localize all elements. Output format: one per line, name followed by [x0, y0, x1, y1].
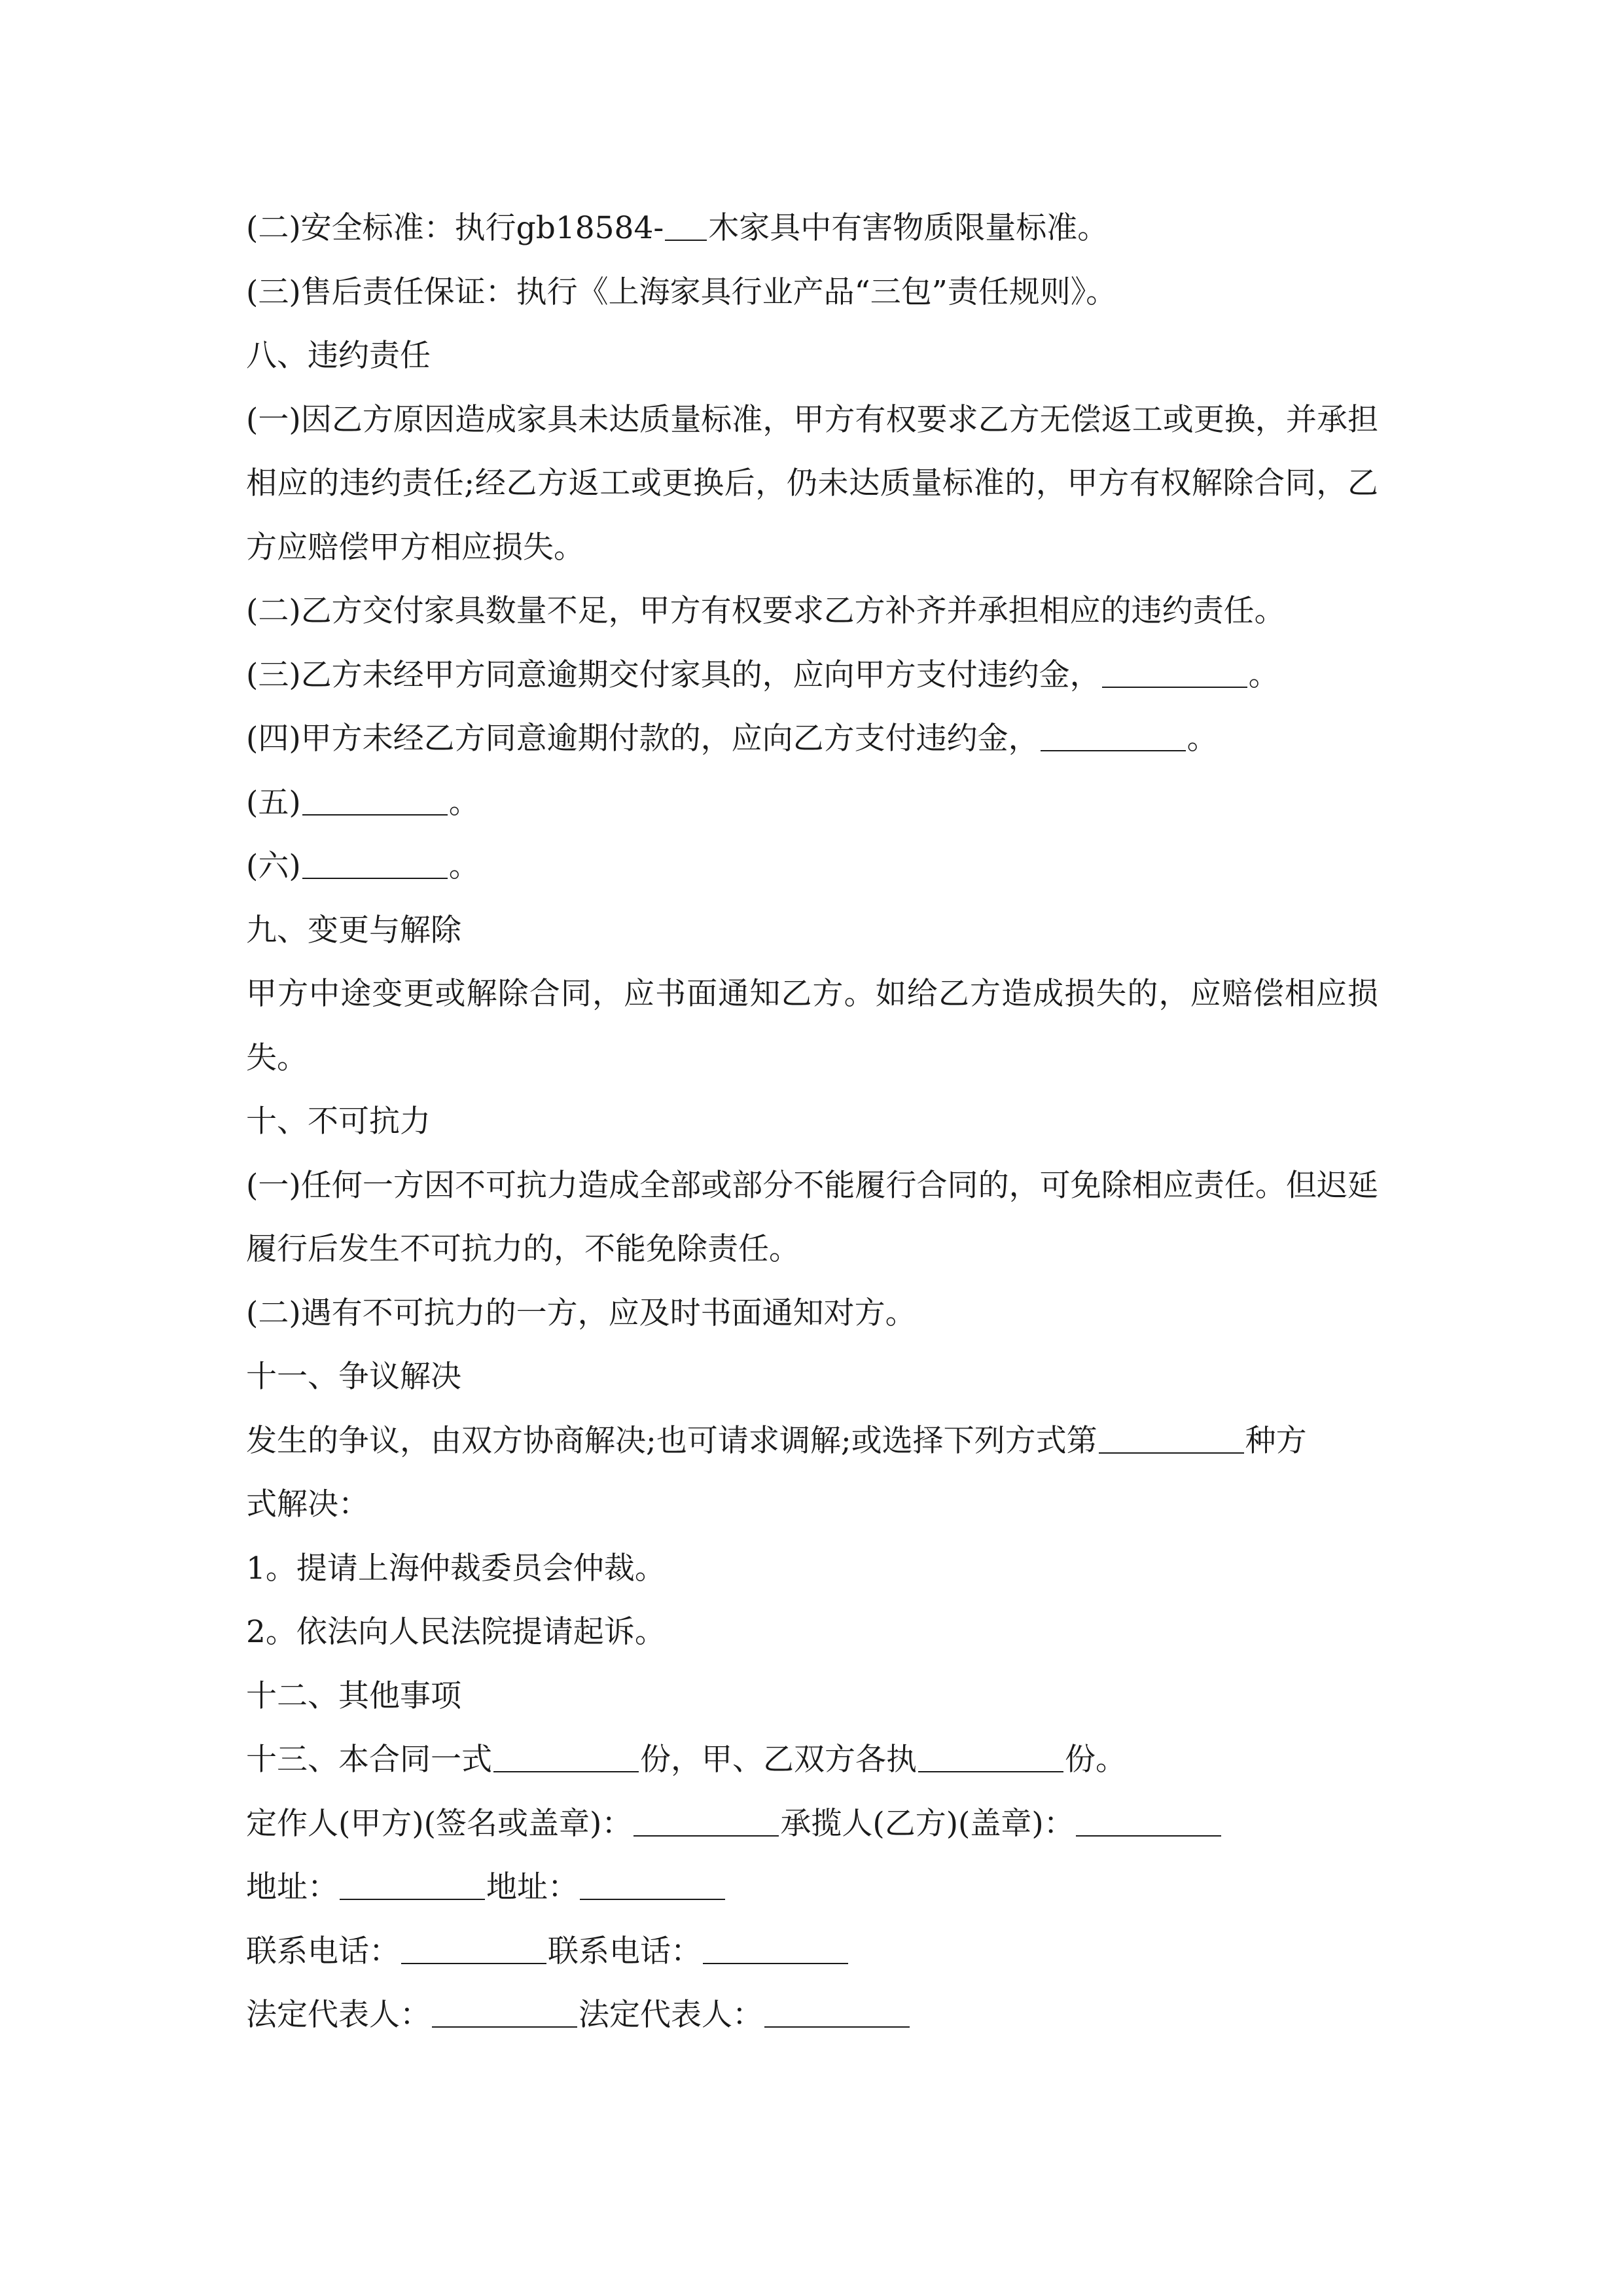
representative-line — [246, 1983, 1378, 2047]
blank-field — [703, 1963, 848, 1964]
blank-field — [665, 240, 707, 241]
breach-clause-6-text: (六) — [246, 848, 301, 884]
party-a-address-label: 地址： — [246, 1869, 338, 1905]
contract-body — [246, 196, 1378, 2047]
party-b-signature-label: 承揽人(乙方)(盖章)： — [780, 1805, 1075, 1842]
breach-clause-4-end: 。 — [1186, 721, 1218, 757]
breach-clause-4-text: (四)甲方未经乙方同意逾期付款的，应向乙方支付违约金， — [246, 721, 1039, 757]
party-a-signature-label: 定作人(甲方)(签名或盖章)： — [246, 1805, 633, 1842]
dispute-clause-line-1 — [246, 1409, 1378, 1473]
breach-clause-6 — [246, 834, 1378, 899]
signature-line — [246, 1792, 1378, 1856]
dispute-clause-text-end: 种方 — [1245, 1422, 1307, 1459]
party-b-address-label: 地址： — [486, 1869, 579, 1905]
modification-clause: 甲方中途变更或解除合同，应书面通知乙方。如给乙方造成损失的，应赔偿相应损失。 — [246, 976, 1378, 1076]
blank-field — [1076, 1835, 1221, 1837]
party-b-phone-label: 联系电话： — [548, 1933, 702, 1969]
dispute-option-2: 2。依法向人民法院提请起诉。 — [246, 1614, 666, 1650]
breach-clause-5-end: 。 — [448, 784, 480, 821]
blank-field — [918, 1771, 1063, 1772]
copies-clause — [246, 1728, 1378, 1792]
blank-field — [302, 878, 448, 879]
section-heading-other: 十二、其他事项 — [246, 1677, 461, 1714]
force-majeure-clause-1: (一)任何一方因不可抗力造成全部或部分不能履行合同的，可免除相应责任。但迟延履行后发生不可抗力的，不能免除责任。 — [246, 1167, 1378, 1267]
blank-field — [1099, 1452, 1244, 1454]
safety-standard-text-end: 木家具中有害物质限量标准。 — [708, 210, 1109, 246]
party-a-representative-label: 法定代表人： — [246, 1997, 431, 2033]
copies-clause-middle: 份，甲、乙双方各执 — [640, 1742, 917, 1778]
breach-clause-5-text: (五) — [246, 784, 301, 821]
breach-clause-5 — [246, 771, 1378, 835]
breach-clause-3-text: (三)乙方未经甲方同意逾期交付家具的，应向甲方支付违约金， — [246, 656, 1101, 693]
party-b-representative-label: 法定代表人： — [579, 1997, 763, 2033]
address-line — [246, 1856, 1378, 1920]
copies-clause-text: 十三、本合同一式 — [246, 1742, 492, 1778]
safety-standard-text: (二)安全标准：执行gb18584- — [246, 210, 664, 246]
breach-clause-1: (一)因乙方原因造成家具未达质量标准，甲方有权要求乙方无偿返工或更换，并承担相应的违约责任;经乙方返工或更换后，仍未达质量标准的，甲方有权解除合同，乙方应赔偿甲方相应损失。 — [246, 401, 1378, 565]
blank-field — [340, 1899, 485, 1900]
section-heading-breach: 八、违约责任 — [246, 338, 431, 374]
force-majeure-clause-2: (二)遇有不可抗力的一方，应及时书面通知对方。 — [246, 1295, 916, 1331]
blank-field — [764, 2026, 910, 2028]
breach-clause-2: (二)乙方交付家具数量不足，甲方有权要求乙方补齐并承担相应的违约责任。 — [246, 593, 1285, 629]
section-heading-modification: 九、变更与解除 — [246, 912, 461, 948]
section-heading-force-majeure: 十、不可抗力 — [246, 1103, 431, 1139]
party-a-phone-label: 联系电话： — [246, 1933, 400, 1969]
breach-clause-6-end: 。 — [448, 848, 480, 884]
safety-standard-line — [246, 196, 1378, 260]
dispute-option-1: 1。提请上海仲裁委员会仲裁。 — [246, 1550, 666, 1587]
after-sales-line: (三)售后责任保证：执行《上海家具行业产品“三包”责任规则》。 — [246, 274, 1117, 310]
copies-clause-end: 份。 — [1065, 1742, 1126, 1778]
blank-field — [432, 2026, 577, 2028]
blank-field — [302, 814, 448, 816]
blank-field — [1041, 750, 1186, 751]
phone-line — [246, 1920, 1378, 1984]
dispute-clause-line-2: 式解决： — [246, 1486, 369, 1522]
dispute-clause-text: 发生的争议，由双方协商解决;也可请求调解;或选择下列方式第 — [246, 1422, 1097, 1459]
breach-clause-3 — [246, 643, 1378, 708]
section-heading-dispute: 十一、争议解决 — [246, 1359, 461, 1395]
blank-field — [580, 1899, 725, 1900]
breach-clause-4 — [246, 707, 1378, 771]
blank-field — [1102, 687, 1247, 688]
blank-field — [633, 1835, 779, 1837]
blank-field — [493, 1771, 639, 1772]
breach-clause-3-end: 。 — [1248, 656, 1279, 693]
blank-field — [401, 1963, 546, 1964]
